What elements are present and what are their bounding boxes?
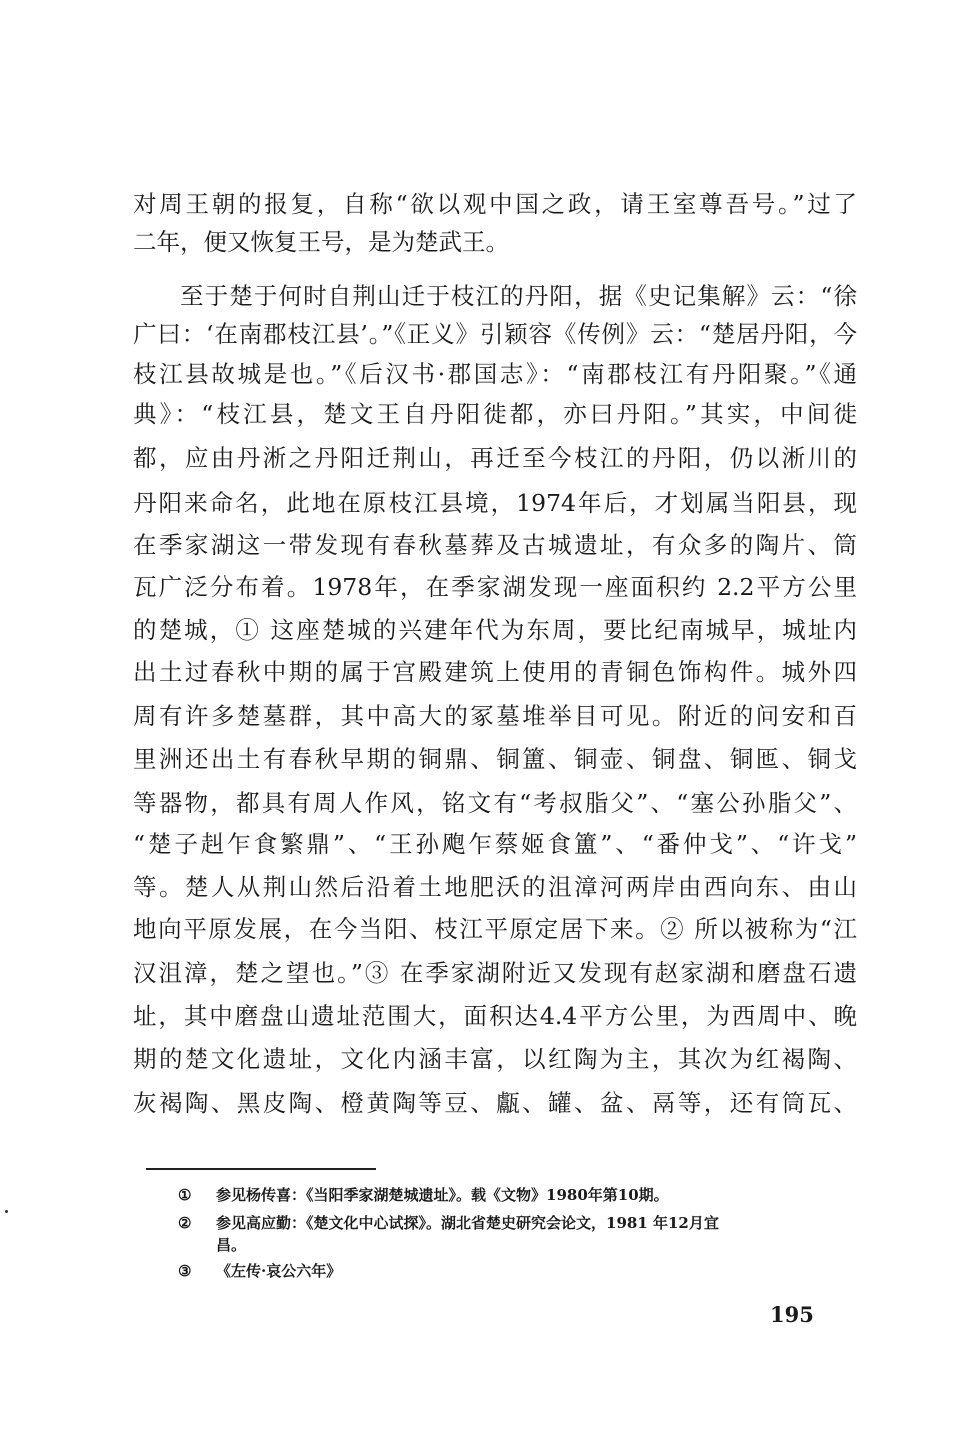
page-number: 195 bbox=[770, 1302, 814, 1327]
footnote-2 bbox=[178, 1212, 719, 1234]
footnote-text-3: 《左传·哀公六年》 bbox=[216, 1262, 342, 1280]
body-line-18: 地向平原发展，在今当阳、枝江平原定居下来。② 所以被称为“江 bbox=[133, 915, 857, 943]
body-line-7: 都，应由丹淅之丹阳迁荆山，再迁至今枝江的丹阳，仍以淅川的 bbox=[133, 444, 857, 472]
body-line-1: 对周王朝的报复，自称“欲以观中国之政，请王室尊吾号。”过了 bbox=[133, 190, 857, 218]
body-line-22: 灰褐陶、黑皮陶、橙黄陶等豆、甗、罐、盆、鬲等，还有筒瓦、 bbox=[133, 1089, 857, 1117]
body-line-12: 出土过春秋中期的属于宫殿建筑上使用的青铜色饰构件。城外四 bbox=[133, 658, 857, 686]
body-line-21: 期的楚文化遗址，文化内涵丰富，以红陶为主，其次为红褐陶、 bbox=[133, 1045, 857, 1073]
footnote-2-continuation: 昌。 bbox=[216, 1236, 247, 1254]
footnote-divider bbox=[146, 1168, 376, 1170]
footnote-marker-3: ③ bbox=[178, 1262, 192, 1280]
body-line-14: 里洲还出土有春秋早期的铜鼎、铜簠、铜壶、铜盘、铜匜、铜戈 bbox=[133, 745, 857, 773]
body-line-19: 汉沮漳，楚之望也。”③ 在季家湖附近又发现有赵家湖和磨盘石遗 bbox=[133, 959, 857, 987]
footnote-1 bbox=[178, 1184, 669, 1206]
body-line-4: 广曰：‘在南郡枝江县’。”《正义》引颖容《传例》云：“楚居丹阳，今 bbox=[133, 320, 857, 348]
body-line-10: 瓦广泛分布着。1978年，在季家湖发现一座面积约 2.2平方公里 bbox=[133, 573, 857, 601]
body-line-20: 址，其中磨盘山遗址范围大，面积达4.4平方公里，为西周中、晚 bbox=[133, 1002, 857, 1030]
scan-speck bbox=[5, 1210, 8, 1213]
body-line-13: 周有许多楚墓群，其中高大的冢墓堆举目可见。附近的问安和百 bbox=[133, 702, 857, 730]
footnote-3 bbox=[178, 1260, 341, 1282]
footnote-marker-2: ② bbox=[178, 1214, 192, 1232]
body-line-8: 丹阳来命名，此地在原枝江县境，1974年后，才划属当阳县，现 bbox=[133, 489, 857, 517]
footnote-text-1: 参见杨传喜：《当阳季家湖楚城遗址》。载《文物》1980年第10期。 bbox=[216, 1186, 669, 1204]
body-line-3: 至于楚于何时自荆山迁于枝江的丹阳，据《史记集解》云：“徐 bbox=[180, 282, 857, 310]
body-line-5: 枝江县故城是也。”《后汉书·郡国志》：“南郡枝江有丹阳聚。”《通 bbox=[133, 360, 857, 388]
body-line-11: 的楚城，① 这座楚城的兴建年代为东周，要比纪南城早，城址内 bbox=[133, 616, 857, 644]
body-line-6: 典》：“枝江县，楚文王自丹阳徙都，亦曰丹阳。”其实，中间徙 bbox=[133, 400, 857, 428]
body-line-17: 等。楚人从荆山然后沿着土地肥沃的沮漳河两岸由西向东、由山 bbox=[133, 873, 857, 901]
footnote-text-2: 参见高应勤：《楚文化中心试探》。湖北省楚史研究会论文，1981 年12月宜 bbox=[216, 1214, 719, 1232]
body-line-16: “楚子赳乍食繁鼎”、“王孙飑乍蔡姬食簠”、“番仲戈”、“许戈” bbox=[133, 830, 857, 858]
footnote-marker-1: ① bbox=[178, 1186, 192, 1204]
body-line-9: 在季家湖这一带发现有春秋墓葬及古城遗址，有众多的陶片、筒 bbox=[133, 531, 857, 559]
body-line-2: 二年，便又恢复王号，是为楚武王。 bbox=[133, 228, 509, 256]
body-line-15: 等器物，都具有周人作风，铭文有“考叔脂父”、“塞公孙脂父”、 bbox=[133, 789, 857, 817]
